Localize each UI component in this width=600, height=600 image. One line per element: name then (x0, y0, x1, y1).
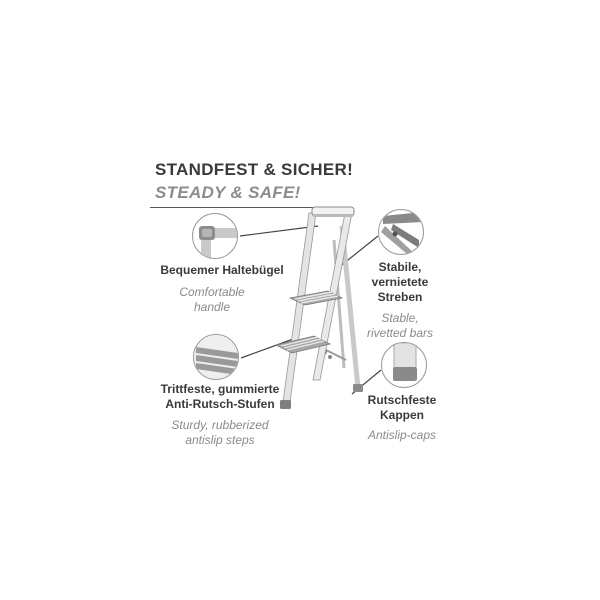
steps-label-en-1: Sturdy, rubberized (171, 418, 269, 432)
steps-label-en-2: antislip steps (185, 433, 255, 447)
struts-label-de-2: vernietete (371, 275, 429, 289)
headline-en: STEADY & SAFE! (155, 183, 301, 202)
steps-label-de-2: Anti-Rutsch-Stufen (165, 397, 275, 411)
ladder-top-handle (312, 207, 354, 217)
struts-label-en-2: rivetted bars (366, 326, 434, 340)
struts-label-de-3: Streben (377, 290, 423, 304)
handle-label-en-1: Comfortable (179, 285, 245, 299)
headline-de: STANDFEST & SICHER! (155, 160, 354, 179)
caps-detail-circle (381, 342, 427, 388)
handle-label-de: Bequemer Haltebügel (160, 263, 284, 277)
ladder-front-rails (280, 213, 352, 409)
caps-label-en: Antislip-caps (367, 428, 437, 442)
struts-label-de-1: Stabile, (378, 260, 422, 274)
struts-detail-icon (379, 210, 423, 254)
handle-label-en-2: handle (193, 300, 231, 314)
handle-detail-circle (192, 213, 238, 259)
steps-detail-icon (194, 335, 238, 379)
caps-label-de-2: Kappen (379, 408, 424, 422)
caps-label-de-1: Rutschfeste (367, 393, 437, 407)
steps-detail-circle (193, 334, 239, 380)
struts-label-en-1: Stable, (381, 311, 419, 325)
caps-detail-icon (382, 343, 426, 387)
steps-label-de-1: Trittfeste, gummierte (160, 382, 280, 396)
handle-detail-icon (193, 214, 237, 258)
struts-detail-circle (378, 209, 424, 255)
